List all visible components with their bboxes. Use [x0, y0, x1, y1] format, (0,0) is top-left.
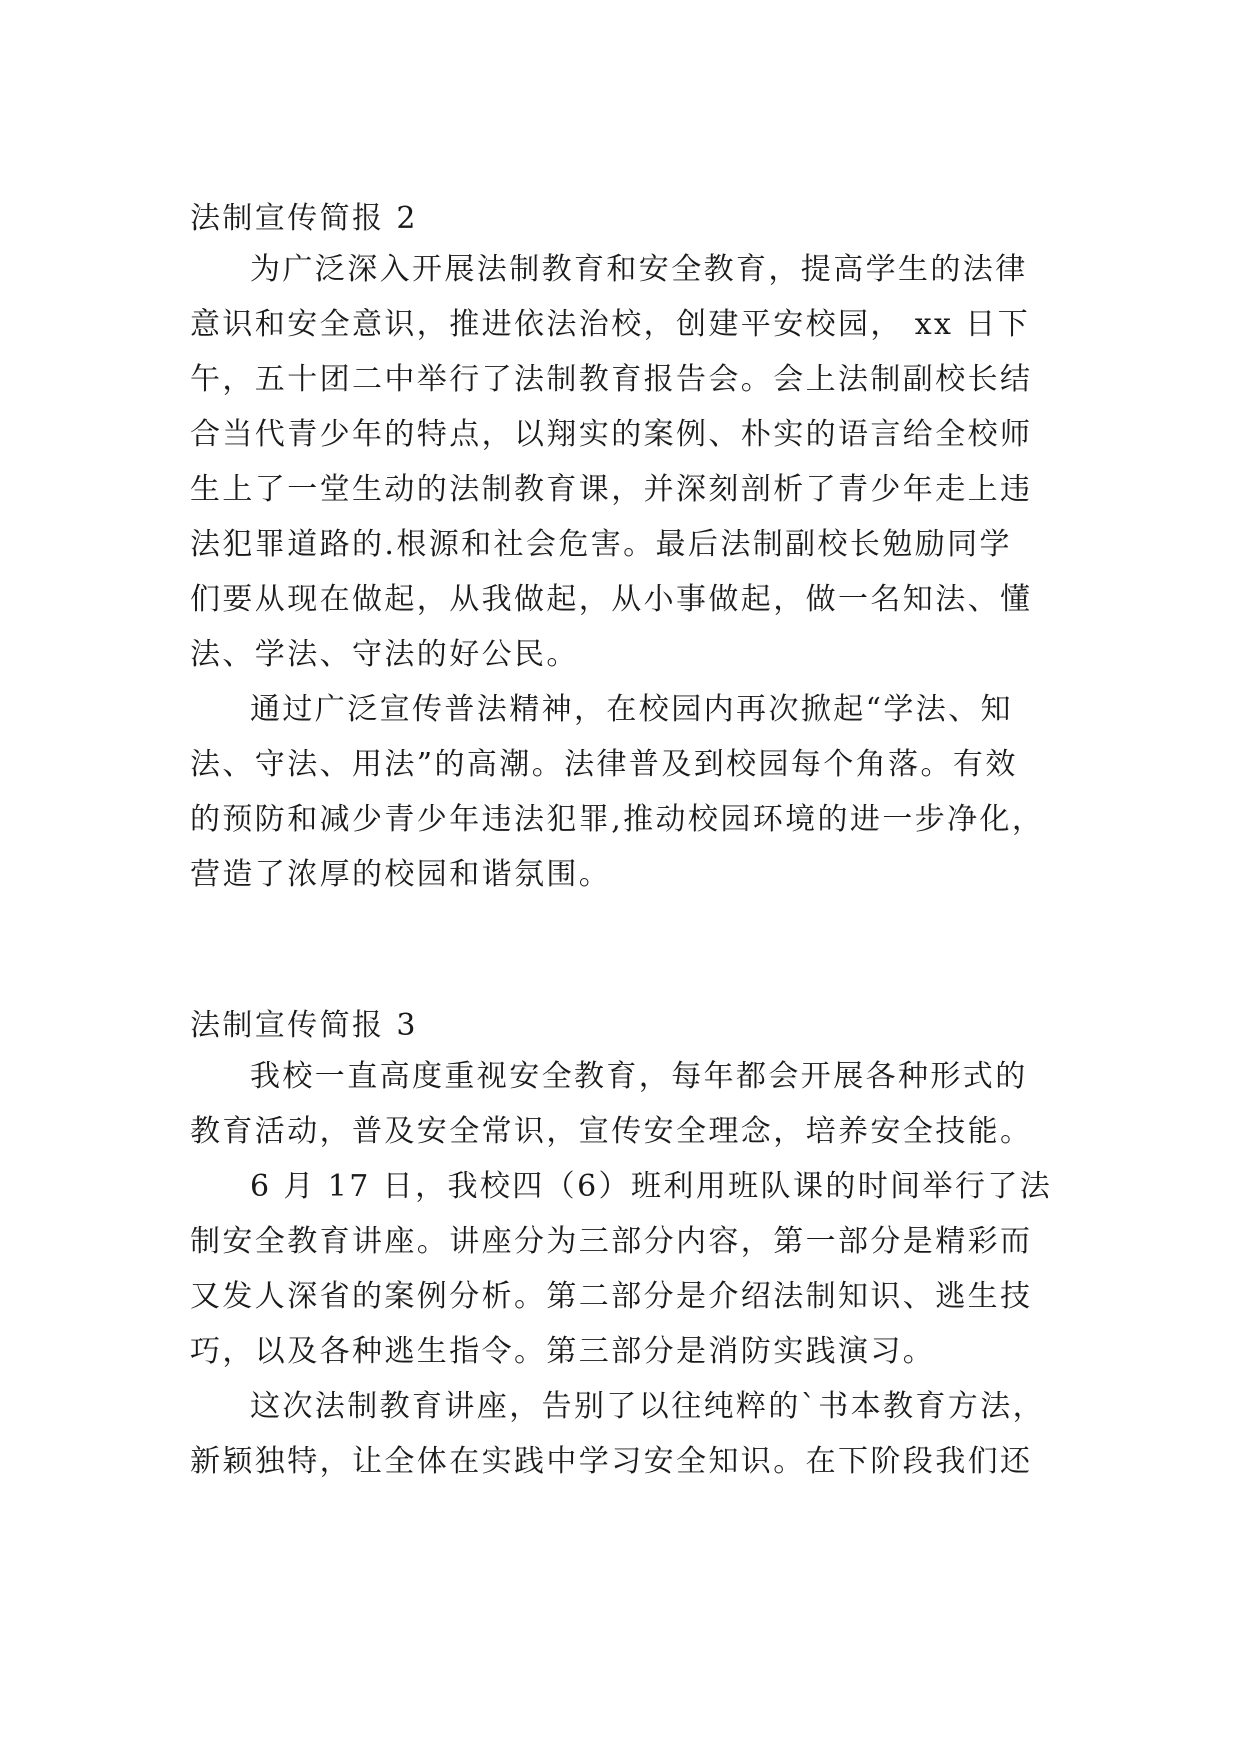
- paragraph-line: 合当代青少年的特点，以翔实的案例、朴实的语言给全校师: [190, 417, 1033, 452]
- paragraph-line: 法、学法、守法的好公民。: [190, 637, 579, 672]
- paragraph-line: 新颖独特，让全体在实践中学习安全知识。在下阶段我们还: [190, 1444, 1033, 1479]
- paragraph-line: 教育活动，普及安全常识，宣传安全理念，培养安全技能。: [190, 1114, 1033, 1149]
- paragraph-line: 6 月 17 日，我校四（6）班利用班队课的时间举行了法: [250, 1169, 1053, 1204]
- paragraph-line: 又发人深省的案例分析。第二部分是介绍法制知识、逃生技: [190, 1279, 1033, 1314]
- section-title: 法制宣传简报 2: [190, 201, 418, 236]
- paragraph-line: 生上了一堂生动的法制教育课，并深刻剖析了青少年走上违: [190, 472, 1033, 507]
- paragraph-line: 为广泛深入开展法制教育和安全教育，提高学生的法律: [250, 252, 1028, 287]
- paragraph-line: 午，五十团二中举行了法制教育报告会。会上法制副校长结: [190, 362, 1033, 397]
- paragraph-line: 法犯罪道路的.根源和社会危害。最后法制副校长勉励同学: [190, 527, 1012, 562]
- paragraph-line: 们要从现在做起，从我做起，从小事做起，做一名知法、懂: [190, 582, 1033, 617]
- paragraph-line: 我校一直高度重视安全教育，每年都会开展各种形式的: [250, 1059, 1028, 1094]
- paragraph-line: 的预防和减少青少年违法犯罪,推动校园环境的进一步净化，: [190, 802, 1045, 837]
- section-title: 法制宣传简报 3: [190, 1008, 418, 1043]
- paragraph-line: 法、守法、用法”的高潮。法律普及到校园每个角落。有效: [190, 747, 1018, 782]
- paragraph-line: 意识和安全意识，推进依法治校，创建平安校园， xx 日下: [190, 307, 1031, 342]
- paragraph-line: 巧，以及各种逃生指令。第三部分是消防实践演习。: [190, 1334, 936, 1369]
- paragraph-line: 通过广泛宣传普法精神，在校园内再次掀起“学法、知: [250, 692, 1013, 727]
- paragraph-line: 营造了浓厚的校园和谐氛围。: [190, 857, 612, 892]
- paragraph-line: 这次法制教育讲座，告别了以往纯粹的`书本教育方法，: [250, 1389, 1045, 1424]
- paragraph-line: 制安全教育讲座。讲座分为三部分内容，第一部分是精彩而: [190, 1224, 1033, 1259]
